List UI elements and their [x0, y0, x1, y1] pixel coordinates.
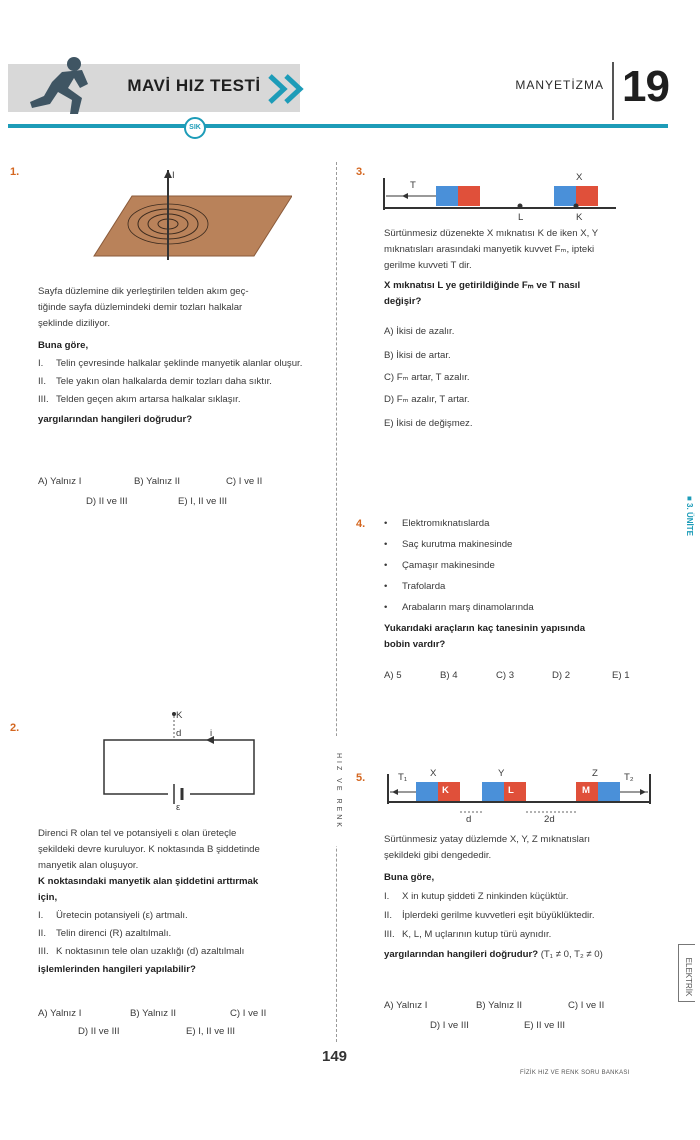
q1-statement-num: I.: [38, 358, 44, 369]
q2-number: 2.: [10, 722, 20, 734]
q1-option-d[interactable]: D) II ve III: [86, 496, 128, 507]
q2-statement-num: III.: [38, 946, 49, 957]
q3-question-2: değişir?: [384, 296, 422, 307]
bullet-icon: •: [384, 539, 388, 550]
hiz-ve-renk-label: HIZ VE RENK: [330, 736, 344, 846]
q5-statement-3: K, L, M uçlarının kutup türü aynıdır.: [402, 929, 552, 940]
q4-option-d[interactable]: D) 2: [552, 670, 571, 681]
q5-pole-k: K: [442, 785, 449, 796]
q5-label-y: Y: [498, 768, 505, 779]
q1-number: 1.: [10, 166, 20, 178]
q3-option-d[interactable]: D) Fₘ azalır, T artar.: [384, 394, 470, 405]
q2-current-i: i: [210, 728, 213, 739]
q3-number: 3.: [356, 166, 366, 178]
q2-option-e[interactable]: E) I, II ve III: [186, 1026, 236, 1037]
q2-question-1: K noktasındaki manyetik alan şiddetini arttırmak: [38, 876, 259, 887]
q5-label-t2: T₂: [624, 772, 634, 783]
unit-label: ■ 3. ÜNİTE: [685, 496, 694, 536]
bullet-icon: •: [384, 560, 388, 571]
q4-item-5: Arabaların marş dinamolarında: [402, 602, 534, 613]
q1-statement-1: Telin çevresinde halkalar şeklinde manyetik alanlar oluşur.: [56, 358, 303, 369]
q3-option-e[interactable]: E) İkisi de değişmez.: [384, 418, 473, 429]
q4-item-1: Elektromıknatıslarda: [402, 518, 490, 529]
q5-figure: [384, 768, 654, 828]
q3-stem-2: mıknatısları arasındaki manyetik kuvvet Fₘ, ipteki: [384, 244, 595, 255]
q1-statement-num: III.: [38, 394, 49, 405]
q5-statement-num: I.: [384, 891, 390, 902]
q5-option-d[interactable]: D) I ve III: [430, 1020, 469, 1031]
q5-pole-l: L: [508, 785, 514, 796]
q4-option-c[interactable]: C) 3: [496, 670, 515, 681]
q4-option-e[interactable]: E) 1: [612, 670, 630, 681]
q1-option-b[interactable]: B) Yalnız II: [134, 476, 181, 487]
q5-statement-num: III.: [384, 929, 395, 940]
q1-statement-2: Tele yakın olan halkalarda demir tozları daha sıktır.: [56, 376, 272, 387]
q2-stem-3: manyetik alan oluşuyor.: [38, 860, 139, 871]
q2-statement-1: Üretecin potansiyeli (ε) artmalı.: [56, 910, 188, 921]
q4-item-4: Trafolarda: [402, 581, 446, 592]
q5-label-z: Z: [592, 768, 598, 779]
q5-number: 5.: [356, 772, 366, 784]
q1-figure-label: I: [172, 170, 175, 181]
header-badge: SIK: [184, 117, 206, 139]
unit-side-tab: [680, 496, 694, 564]
q4-option-a[interactable]: A) 5: [384, 670, 402, 681]
q5-stem-1: Sürtünmesiz yatay düzlemde X, Y, Z mıknatısları: [384, 834, 590, 845]
bullet-icon: •: [384, 602, 388, 613]
q3-option-c[interactable]: C) Fₘ artar, T azalır.: [384, 372, 470, 383]
q3-option-a[interactable]: A) İkisi de azalır.: [384, 326, 455, 337]
q5-statement-1: X in kutup şiddeti Z ninkinden küçüktür.: [402, 891, 569, 902]
q2-statement-num: II.: [38, 928, 46, 939]
q5-statement-2: İplerdeki gerilme kuvvetleri eşit büyüklüktedir.: [402, 910, 595, 921]
page-number: 149: [322, 1048, 348, 1065]
q4-option-b[interactable]: B) 4: [440, 670, 458, 681]
q3-label-k: K: [576, 212, 583, 223]
q5-label-x: X: [430, 768, 437, 779]
q5-statement-num: II.: [384, 910, 392, 921]
q1-statement-num: II.: [38, 376, 46, 387]
q1-option-c[interactable]: C) I ve II: [226, 476, 263, 487]
q1-stem-1: Sayfa düzlemine dik yerleştirilen telden akım geç-: [38, 286, 249, 297]
q2-option-d[interactable]: D) II ve III: [78, 1026, 120, 1037]
q2-question-2: için,: [38, 892, 58, 903]
q3-figure: [380, 170, 620, 220]
q2-statement-2: Telin direnci (R) azaltılmalı.: [56, 928, 172, 939]
q2-point-k: K: [176, 710, 183, 721]
q5-dist-d: d: [466, 814, 472, 825]
q1-option-a[interactable]: A) Yalnız I: [38, 476, 82, 487]
q4-question-2: bobin vardır?: [384, 639, 446, 650]
q2-statement-num: I.: [38, 910, 44, 921]
bullet-icon: •: [384, 581, 388, 592]
q4-number: 4.: [356, 518, 366, 530]
q5-dist-2d: 2d: [544, 814, 555, 825]
double-chevron-icon: [266, 72, 310, 106]
runner-logo-icon: [22, 54, 100, 116]
test-number: 19: [622, 62, 669, 111]
q2-stem-1: Direnci R olan tel ve potansiyeli ε olan üreteçle: [38, 828, 237, 839]
q4-question-1: Yukarıdaki araçların kaç tanesinin yapısında: [384, 623, 586, 634]
q5-question: yargılarından hangileri doğrudur?: [384, 949, 539, 960]
q2-distance-d: d: [176, 728, 182, 739]
q3-option-b[interactable]: B) İkisi de artar.: [384, 350, 451, 361]
q3-question-1: X mıknatısı L ye getirildiğinde Fₘ ve T nasıl: [384, 280, 581, 291]
bullet-icon: •: [384, 518, 388, 529]
footer-text: FİZİK HIZ VE RENK SORU BANKASI: [520, 1070, 630, 1076]
q5-option-b[interactable]: B) Yalnız II: [476, 1000, 523, 1011]
q4-item-3: Çamaşır makinesinde: [402, 560, 495, 571]
q2-option-b[interactable]: B) Yalnız II: [130, 1008, 177, 1019]
q2-statement-3: K noktasının tele olan uzaklığı (d) azaltılmalı: [56, 946, 245, 957]
q2-question: işlemlerinden hangileri yapılabilir?: [38, 964, 196, 975]
test-title: MAVİ HIZ TESTİ: [127, 76, 261, 95]
q1-stem-2: tiğinde sayfa düzlemindeki demir tozları halkalar: [38, 302, 243, 313]
header-divider: [612, 62, 614, 120]
q2-emf-label: ε: [176, 802, 181, 813]
q5-option-a[interactable]: A) Yalnız I: [384, 1000, 428, 1011]
q1-lead: Buna göre,: [38, 340, 89, 351]
q1-stem-3: şeklinde diziliyor.: [38, 318, 110, 329]
q4-item-2: Saç kurutma makinesinde: [402, 539, 513, 550]
header-rule: [8, 124, 668, 128]
q5-label-t1: T₁: [398, 772, 408, 783]
q3-label-t: T: [410, 180, 416, 191]
q3-stem-3: gerilme kuvveti T dir.: [384, 260, 472, 271]
q3-label-l: L: [518, 212, 524, 223]
q5-lead: Buna göre,: [384, 872, 435, 883]
subject-label: ELEKTRİK: [684, 957, 693, 997]
q2-option-c[interactable]: C) I ve II: [230, 1008, 267, 1019]
q1-question: yargılarından hangileri doğrudur?: [38, 414, 193, 425]
q2-option-a[interactable]: A) Yalnız I: [38, 1008, 82, 1019]
q2-stem-2: şekildeki devre kuruluyor. K noktasında B şiddetinde: [38, 844, 260, 855]
q5-condition: (T₁ ≠ 0, T₂ ≠ 0): [540, 949, 603, 960]
chapter-title: MANYETİZMA: [515, 78, 604, 92]
q5-pole-m: M: [582, 785, 590, 796]
q5-option-c[interactable]: C) I ve II: [568, 1000, 605, 1011]
q5-stem-2: şekildeki gibi dengededir.: [384, 850, 492, 861]
q1-statement-3: Telden geçen akım artarsa halkalar sıklaşır.: [56, 394, 241, 405]
q1-option-e[interactable]: E) I, II ve III: [178, 496, 228, 507]
subject-side-tab: [678, 944, 695, 1002]
q5-option-e[interactable]: E) II ve III: [524, 1020, 566, 1031]
q3-label-x: X: [576, 172, 583, 183]
column-separator: [336, 162, 337, 1042]
q1-figure: [92, 168, 292, 264]
q3-stem-1: Sürtünmesiz düzenekte X mıknatısı K de iken X, Y: [384, 228, 599, 239]
